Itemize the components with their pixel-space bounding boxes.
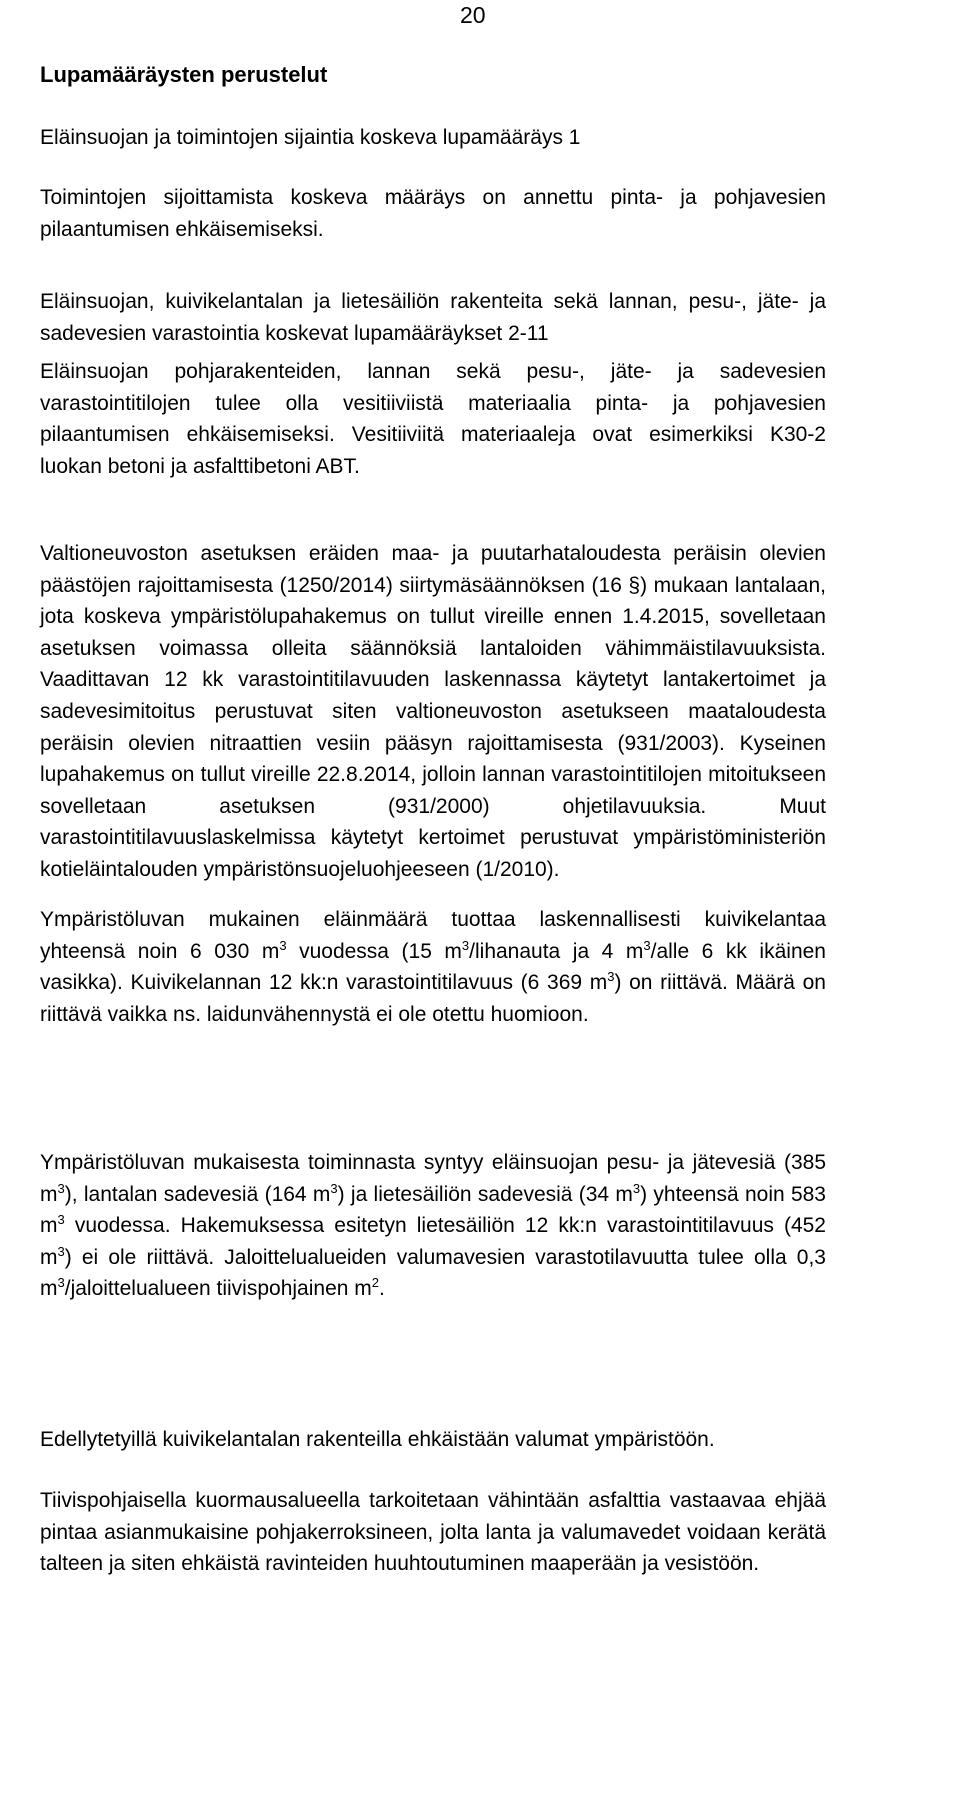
superscript-square: 2 (371, 1275, 379, 1291)
paragraph-7-text: ) yhteensä noin 583 m (40, 1182, 826, 1238)
paragraph-2: Toimintojen sijoittamista koskeva määräys on annettu pinta- ja pohjavesien pilaantumisen ehkäisemiseksi. (40, 186, 826, 241)
superscript-cubic: 3 (57, 1275, 65, 1291)
superscript-cubic: 3 (279, 937, 287, 953)
superscript-cubic: 3 (643, 937, 651, 953)
page-number: 20 (460, 2, 486, 28)
paragraph-3: Eläinsuojan, kuivikelantalan ja lietesäiliön rakenteita sekä lannan, pesu-, jäte- ja sadevesien varastointia koskevat lupamääräykset 2-11 (40, 290, 826, 345)
superscript-cubic: 3 (57, 1243, 65, 1259)
section-heading: Lupamääräysten perustelut (40, 62, 328, 87)
paragraph-6-text: /lihanauta ja 4 m (469, 939, 644, 963)
superscript-cubic: 3 (461, 937, 470, 953)
superscript-cubic: 3 (57, 1212, 65, 1228)
superscript-cubic: 3 (57, 1180, 65, 1196)
paragraph-7-text: ), lantalan sadevesiä (164 m (64, 1182, 331, 1206)
paragraph-7-text: ) ei ole riittävä. Jaloittelualueiden valumavesien varastotilavuutta tulee olla 0,3 m (40, 1245, 826, 1301)
paragraph-7-text: Ympäristöluvan mukaisesta toiminnasta syntyy eläinsuojan pesu- ja jätevesiä (385 m (40, 1151, 826, 1206)
paragraph-6-text: vuodessa (15 m (286, 939, 462, 963)
paragraph-7 (40, 1147, 826, 1305)
paragraph-7-text: /jaloittelualueen tiivispohjainen m (64, 1277, 372, 1301)
superscript-cubic: 3 (330, 1180, 338, 1196)
paragraph-6-text: ) on riittävä. Määrä on riittävä vaikka ns. laidunvähennystä ei ole otettu huomioon. (40, 971, 826, 1026)
paragraph-5: Valtioneuvoston asetuksen eräiden maa- ja puutarhataloudesta peräisin olevien päästöjen rajoittamisesta (1250/2014) siirtymäsäännöksen (16 §) mukaan lantalaan, jota koskeva ympäristölupahakemus on tullut vireille ennen 1.4.2015, sovelletaan asetuksen voimassa olleita säännöksiä lantaloiden vähimmäistilavuuksista. Vaadittavan 12 kk varastointitilavuuden laskennassa käytetyt lantakertoimet ja sadevesimitoitus perustuvat siten valtioneuvoston asetukseen maataloudesta peräisin olevien nitraattien vesiin pääsyn rajoittamisesta (931/2003). Kyseinen lupahakemus on tullut vireille 22.8.2014, jolloin lannan varastointitilojen mitoitukseen sovelletaan asetuksen (931/2000) ohjetilavuuksia. Muut varastointitilavuuslaskelmissa käytetyt kertoimet perustuvat ympäristöministeriön kotieläintalouden ympäristönsuojeluohjeeseen (1/2010). (40, 542, 826, 881)
paragraph-6 (40, 904, 826, 1030)
paragraph-8: Edellytetyillä kuivikelantalan rakenteilla ehkäistään valumat ympäristöön. (40, 1428, 715, 1451)
paragraph-9: Tiivispohjaisella kuormausalueella tarkoitetaan vähintään asfalttia vastaavaa ehjää pintaa asianmukaisine pohjakerroksineen, jolta lanta ja valumavedet voidaan kerätä talteen ja siten ehkäistä ravinteiden huuhtoutuminen maaperään ja vesistöön. (40, 1489, 826, 1576)
paragraph-6-text: /alle 6 kk ikäinen vasikka). Kuivikelannan 12 kk:n varastointitilavuus (6 369 m (40, 939, 826, 995)
paragraph-7-text: ) ja lietesäiliön sadevesiä (34 m (337, 1182, 633, 1206)
superscript-cubic: 3 (632, 1180, 641, 1196)
paragraph-7-text: . (379, 1277, 385, 1301)
superscript-cubic: 3 (607, 969, 615, 985)
paragraph-1: Eläinsuojan ja toimintojen sijaintia koskeva lupamääräys 1 (40, 126, 581, 149)
paragraph-7-text: vuodessa. Hakemuksessa esitetyn lietesäiliön 12 kk:n varastointitilavuus (452 m (40, 1214, 826, 1269)
paragraph-4: Eläinsuojan pohjarakenteiden, lannan sekä pesu-, jäte- ja sadevesien varastointitilojen tulee olla vesitiiviistä materiaalia pinta- ja pohjavesien pilaantumisen ehkäisemiseksi. Vesitiiviitä materiaaleja ovat esimerkiksi K30-2 luokan betoni ja asfalttibetoni ABT. (40, 360, 826, 478)
paragraph-6-text: Ympäristöluvan mukainen eläinmäärä tuottaa laskennallisesti kuivikelantaa yhteensä noin 6 030 m (40, 908, 826, 963)
